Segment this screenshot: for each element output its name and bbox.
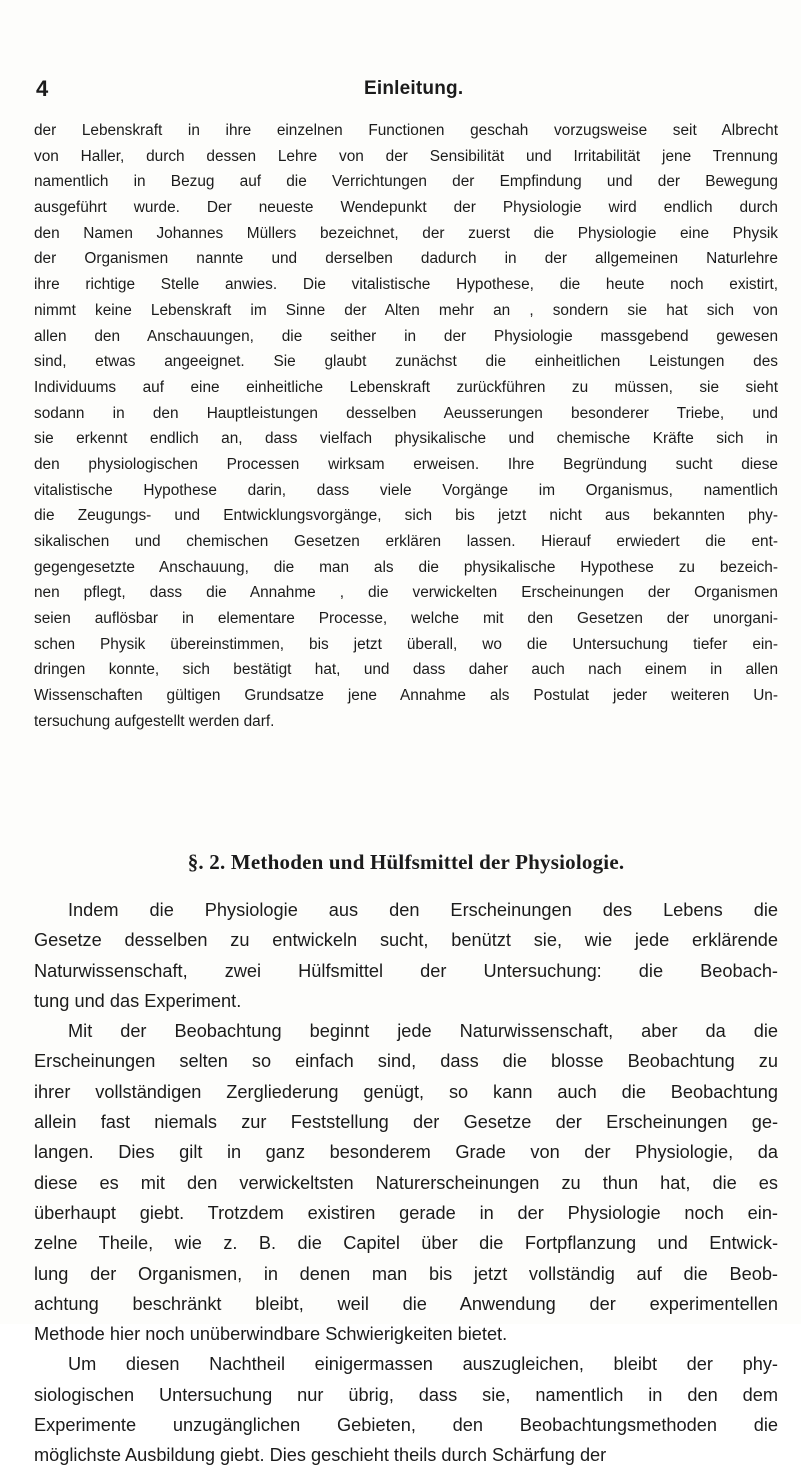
text-line: allein fast niemals zur Feststellung der Gesetze der Erscheinungen ge- — [34, 1112, 778, 1133]
text-line: Individuums auf eine einheitliche Lebenskraft zurückführen zu müssen, sie sieht — [34, 378, 778, 396]
text-line: sie erkennt endlich an, dass vielfach physikalische und chemische Kräfte sich in — [34, 430, 778, 448]
text-line: ihre richtige Stelle anwies. Die vitalistische Hypothese, die heute noch existirt, — [34, 276, 778, 294]
text-line: Wissenschaften gültigen Grundsatze jene Annahme als Postulat jeder weiteren Un- — [34, 687, 778, 705]
text-line: schen Physik übereinstimmen, bis jetzt überall, wo die Untersuchung tiefer ein- — [34, 635, 778, 653]
text-line: Gesetze desselben zu entwickeln sucht, benützt sie, wie jede erklärende — [34, 930, 778, 951]
text-line: seien auflösbar in elementare Processe, welche mit den Gesetzen der unorgani- — [34, 610, 778, 628]
text-line: Indem die Physiologie aus den Erscheinungen des Lebens die — [68, 900, 778, 920]
text-line: siologischen Untersuchung nur übrig, dass sie, namentlich in den dem — [34, 1384, 778, 1405]
text-line: sodann in den Hauptleistungen desselben Aeusserungen besonderer Triebe, und — [34, 404, 778, 422]
text-line: überhaupt giebt. Trotzdem existiren gerade in der Physiologie noch ein- — [34, 1202, 778, 1223]
text-line: von Haller, durch dessen Lehre von der Sensibilität und Irritabilität jene Trennung — [34, 147, 778, 165]
text-line: die Zeugungs- und Entwicklungsvorgänge, sich bis jetzt nicht aus bekannten phy- — [34, 507, 778, 525]
section-heading: §. 2. Methoden und Hülfsmittel der Physiologie. — [187, 850, 625, 874]
text-line: der Organismen nannte und derselben dadurch in der allgemeinen Naturlehre — [34, 250, 778, 268]
text-line: der Lebenskraft in ihre einzelnen Functionen geschah vorzugsweise seit Albrecht — [34, 122, 778, 139]
text-line: langen. Dies gilt in ganz besonderem Grade von der Physiologie, da — [34, 1142, 778, 1163]
text-line: Um diesen Nachtheil einigermassen auszugleichen, bleibt der phy- — [68, 1354, 778, 1375]
chapter-title: Einleitung. — [364, 78, 464, 99]
text-line: Mit der Beobachtung beginnt jede Naturwissenschaft, aber da die — [68, 1021, 778, 1042]
text-line: namentlich in Bezug auf die Verrichtungen der Empfindung und der Bewegung — [34, 173, 778, 191]
text-line: tung und das Experiment. — [34, 990, 242, 1011]
text-line: sind, etwas angeeignet. Sie glaubt zunächst die einheitlichen Leistungen des — [34, 353, 778, 371]
text-line: den Namen Johannes Müllers bezeichnet, der zuerst die Physiologie eine Physik — [34, 224, 778, 242]
body-paragraph-lebenskraft — [34, 118, 778, 735]
text-line: lung der Organismen, in denen man bis jetzt vollständig auf die Beob- — [34, 1263, 778, 1284]
text-line: nimmt keine Lebenskraft im Sinne der Alten mehr an , sondern sie hat sich von — [34, 301, 778, 319]
text-line: vitalistische Hypothese darin, dass viele Vorgänge im Organismus, namentlich — [34, 481, 778, 499]
text-line: sikalischen und chemischen Gesetzen erklären lassen. Hierauf erwiedert die ent- — [34, 533, 778, 550]
text-line: diese es mit den verwickeltsten Naturerscheinungen zu thun hat, die es — [34, 1172, 778, 1193]
text-line: ihrer vollständigen Zergliederung genügt, so kann auch die Beobachtung — [34, 1081, 778, 1102]
text-line: gegengesetzte Anschauung, die man als die physikalische Hypothese zu bezeich- — [34, 558, 778, 576]
text-line: möglichste Ausbildung giebt. Dies geschieht theils durch Schärfung der — [34, 1445, 607, 1466]
text-line: achtung beschränkt bleibt, weil die Anwendung der experimentellen — [34, 1293, 778, 1314]
text-line: Experimente unzugänglichen Gebieten, den Beobachtungsmethoden die — [34, 1415, 778, 1436]
text-line: Erscheinungen selten so einfach sind, dass die blosse Beobachtung zu — [34, 1051, 778, 1072]
running-head — [36, 76, 776, 106]
text-line: tersuchung aufgestellt werden darf. — [34, 712, 275, 730]
text-line: allen den Anschauungen, die seither in der Physiologie massgebend gewesen — [34, 327, 778, 345]
body-section-methods — [34, 895, 778, 1471]
page-number: 4 — [36, 76, 49, 101]
text-line: nen pflegt, dass die Annahme , die verwickelten Erscheinungen der Organismen — [34, 584, 778, 602]
text-line: Methode hier noch unüberwindbare Schwierigkeiten bietet. — [34, 1324, 508, 1345]
text-line: dringen konnte, sich bestätigt hat, und dass daher auch nach einem in allen — [34, 661, 778, 679]
text-line: den physiologischen Processen wirksam erweisen. Ihre Begründung sucht diese — [34, 455, 778, 473]
text-line: ausgeführt wurde. Der neueste Wendepunkt der Physiologie wird endlich durch — [34, 199, 778, 217]
text-line: zelne Theile, wie z. B. die Capitel über die Fortpflanzung und Entwick- — [34, 1233, 778, 1254]
text-line: Naturwissenschaft, zwei Hülfsmittel der Untersuchung: die Beobach- — [34, 960, 778, 981]
